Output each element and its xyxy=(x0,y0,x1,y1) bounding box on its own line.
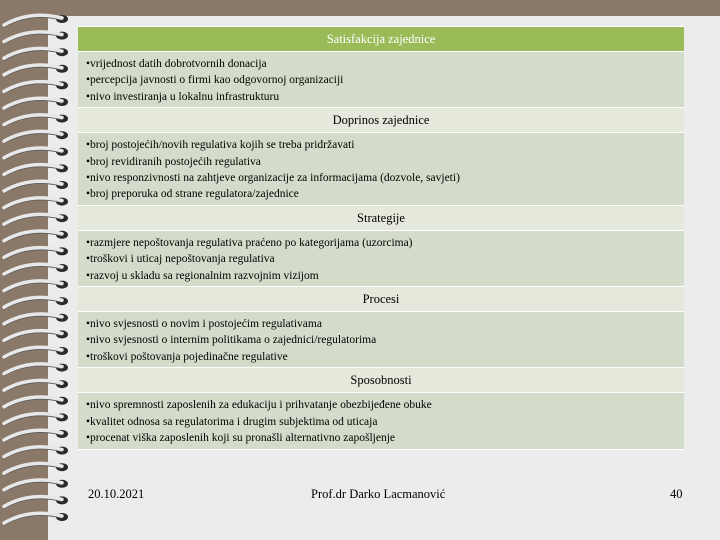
binding-ring xyxy=(4,115,68,127)
bullet-item: • nivo svjesnosti o internim politikama o zajednici/regulatorima xyxy=(86,332,676,348)
bullet-item: • troškovi poštovanja pojedinačne regulative xyxy=(86,349,676,365)
bullet-item: • razvoj u skladu sa regionalnim razvojnim vizijom xyxy=(86,268,676,284)
section-body xyxy=(78,52,684,108)
footer-page-number: 40 xyxy=(670,487,683,501)
binding-ring xyxy=(4,314,68,326)
binding-ring xyxy=(4,264,68,276)
section-body-row xyxy=(78,312,684,368)
section-title: Procesi xyxy=(78,287,684,312)
section-body-row xyxy=(78,133,684,206)
footer-date: 20.10.2021 xyxy=(88,487,145,501)
section-header-row xyxy=(78,368,684,393)
footer-author: Prof.dr Darko Lacmanović xyxy=(311,487,446,501)
section-body-row xyxy=(78,393,684,449)
binding-ring xyxy=(4,330,68,342)
section-body xyxy=(78,230,684,286)
binding-ring xyxy=(4,32,68,44)
binding-ring xyxy=(4,463,68,475)
binding-ring xyxy=(4,447,68,459)
section-body-row xyxy=(78,52,684,108)
bullet-item: • nivo svjesnosti o novim i postojećim regulativama xyxy=(86,316,676,332)
section-body xyxy=(78,133,684,206)
section-body-row xyxy=(78,230,684,286)
bullet-item: • broj preporuka od strane regulatora/zajednice xyxy=(86,186,676,202)
binding-ring xyxy=(4,198,68,210)
bullet-item: • broj postojećih/novih regulativa kojih se treba pridržavati xyxy=(86,137,676,153)
binding-ring xyxy=(4,81,68,93)
section-header-row xyxy=(78,205,684,230)
binding-ring xyxy=(4,347,68,359)
section-header-row xyxy=(78,108,684,133)
binding-ring xyxy=(4,413,68,425)
bullet-item: • vrijednost datih dobrotvornih donacija xyxy=(86,56,676,72)
binding-ring xyxy=(4,397,68,409)
section-header-row xyxy=(78,287,684,312)
binding-ring xyxy=(4,364,68,376)
section-title: Strategije xyxy=(78,205,684,230)
bullet-item: • troškovi i uticaj nepoštovanja regulativa xyxy=(86,251,676,267)
section-body xyxy=(78,393,684,449)
section-body xyxy=(78,312,684,368)
binding-ring xyxy=(4,98,68,110)
section-header-row xyxy=(78,27,684,52)
bullet-item: • nivo spremnosti zaposlenih za edukaciju i prihvatanje obezbijeđene obuke xyxy=(86,397,676,413)
section-title: Sposobnosti xyxy=(78,368,684,393)
binding-ring xyxy=(4,148,68,160)
binding-ring xyxy=(4,48,68,60)
binding-ring xyxy=(4,513,68,525)
binding-ring xyxy=(4,15,68,27)
bullet-item: • procenat viška zaposlenih koji su pronašli alternativno zapošljenje xyxy=(86,430,676,446)
section-title: Satisfakcija zajednice xyxy=(78,27,684,52)
binding-ring xyxy=(4,430,68,442)
binding-ring xyxy=(4,281,68,293)
binding-ring xyxy=(4,380,68,392)
bullet-item: • percepcija javnosti o firmi kao odgovornoj organizaciji xyxy=(86,72,676,88)
binding-ring xyxy=(4,181,68,193)
binding-ring xyxy=(4,65,68,77)
binding-ring xyxy=(4,247,68,259)
binding-ring xyxy=(4,214,68,226)
kpi-table xyxy=(78,26,684,450)
bullet-item: • broj revidiranih postojećih regulativa xyxy=(86,154,676,170)
bullet-item: • nivo investiranja u lokalnu infrastrukturu xyxy=(86,89,676,105)
binding-ring xyxy=(4,297,68,309)
bullet-item: • razmjere nepoštovanja regulativa praćeno po kategorijama (uzorcima) xyxy=(86,235,676,251)
binding-ring xyxy=(4,480,68,492)
bullet-item: • nivo responzivnosti na zahtjeve organizacije za informacijama (dozvole, savjeti) xyxy=(86,170,676,186)
spiral-binding xyxy=(0,10,80,530)
section-title: Doprinos zajednice xyxy=(78,108,684,133)
binding-ring xyxy=(4,231,68,243)
bullet-item: • kvalitet odnosa sa regulatorima i drugim subjektima od uticaja xyxy=(86,414,676,430)
binding-ring xyxy=(4,496,68,508)
binding-ring xyxy=(4,131,68,143)
binding-ring xyxy=(4,164,68,176)
